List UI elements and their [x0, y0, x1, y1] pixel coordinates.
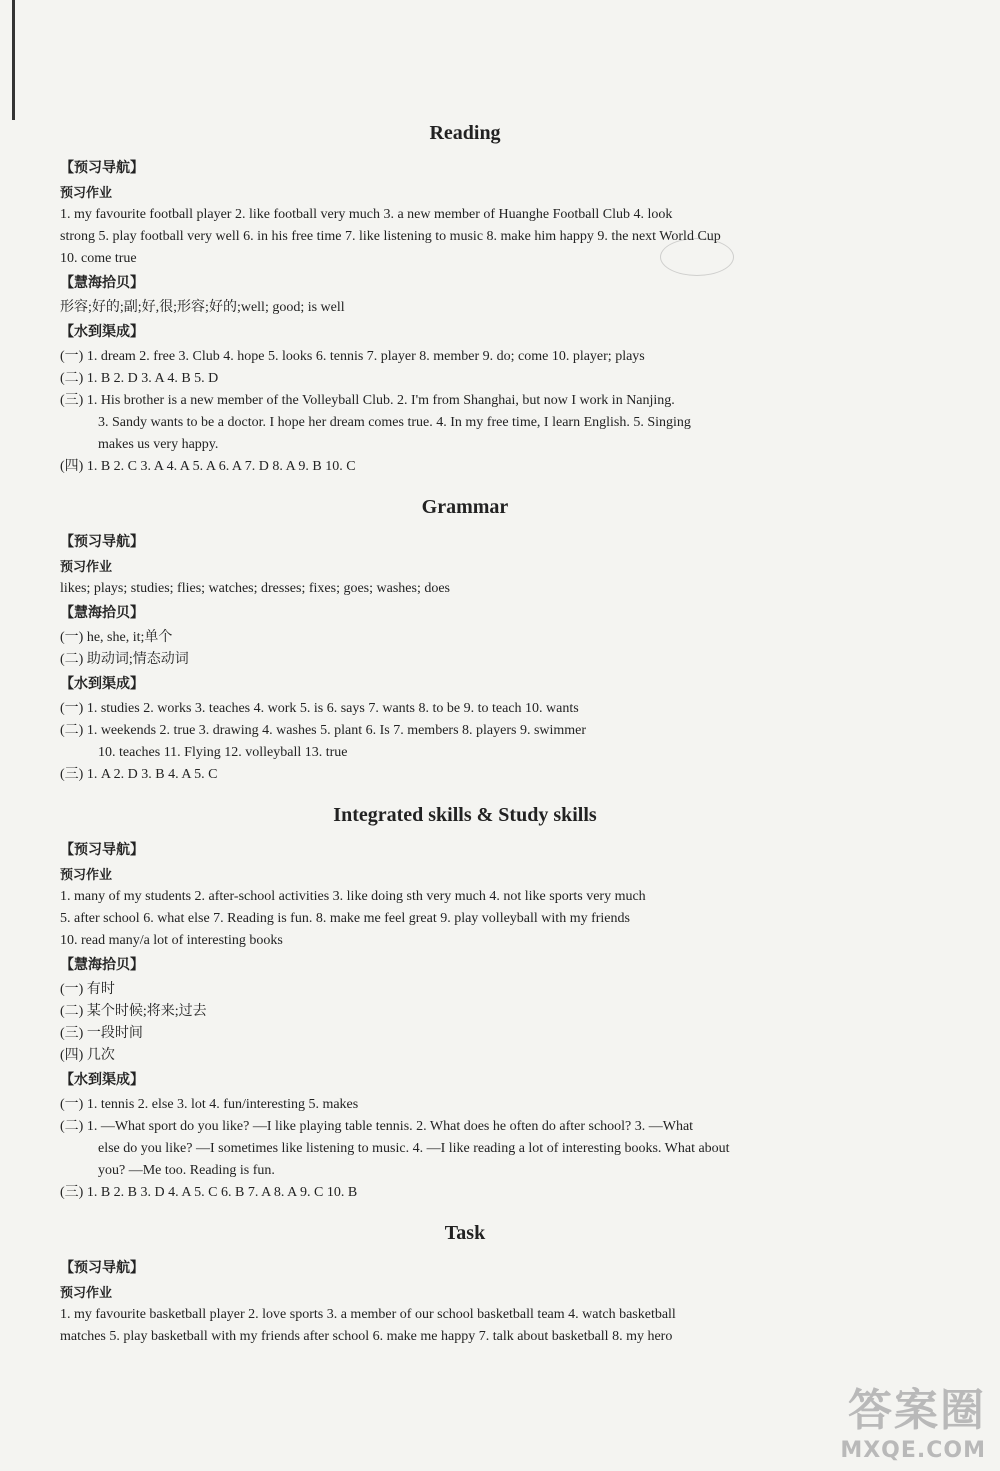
answer-line: (四) 1. B 2. C 3. A 4. A 5. A 6. A 7. D 8. A 9. B 10. C: [60, 459, 356, 474]
answer-line: 5. after school 6. what else 7. Reading is fun. 8. make me feel great 9. play volleyball with my friends: [60, 911, 630, 926]
answer-line: strong 5. play football very well 6. in his free time 7. like listening to music 8. make him happy 9. the next World Cup: [60, 229, 721, 244]
nav-header: 【预习导航】: [60, 842, 144, 858]
answer-line: (一) he, she, it;单个: [60, 630, 173, 645]
nav-header: 【预习导航】: [60, 534, 144, 550]
practice-header: 【水到渠成】: [60, 676, 144, 692]
section-title-task: Task: [444, 1222, 486, 1244]
homework-label: 预习作业: [60, 1286, 113, 1301]
answer-line: (二) 1. B 2. D 3. A 4. B 5. D: [60, 371, 219, 386]
shell-header: 【慧海拾贝】: [60, 275, 144, 291]
section-title-reading: Reading: [429, 122, 501, 144]
homework-label: 预习作业: [60, 868, 113, 883]
answer-line: (二) 1. —What sport do you like? —I like playing table tennis. 2. What does he often do after school? 3. —What: [60, 1119, 694, 1134]
answer-line: (一) 1. tennis 2. else 3. lot 4. fun/interesting 5. makes: [60, 1097, 359, 1112]
answer-line: (三) 1. His brother is a new member of the Volleyball Club. 2. I'm from Shanghai, but now I work in Nanjing.: [60, 393, 675, 408]
answer-line: (一) 1. studies 2. works 3. teaches 4. work 5. is 6. says 7. wants 8. to be 9. to teach 10. wants: [60, 701, 579, 716]
answer-page: [60, 118, 870, 1348]
nav-header: 【预习导航】: [60, 1260, 144, 1276]
shell-header: 【慧海拾贝】: [60, 957, 144, 973]
answer-line: (二) 1. weekends 2. true 3. drawing 4. washes 5. plant 6. Is 7. members 8. players 9. swimmer: [60, 723, 587, 738]
answer-line: (二) 助动词;情态动词: [60, 652, 189, 667]
answer-line: 1. my favourite football player 2. like football very much 3. a new member of Huanghe Football Club 4. look: [60, 207, 673, 222]
nav-header: 【预习导航】: [60, 160, 144, 176]
answer-line: (一) 有时: [60, 982, 115, 997]
answer-line: else do you like? —I sometimes like listening to music. 4. —I like reading a lot of interesting books. What about: [98, 1141, 730, 1156]
watermark: [840, 1374, 986, 1463]
page-edge-mark: [12, 0, 15, 120]
answer-line: (三) 1. B 2. B 3. D 4. A 5. C 6. B 7. A 8. A 9. C 10. B: [60, 1185, 358, 1200]
answer-line: (四) 几次: [60, 1048, 115, 1063]
practice-header: 【水到渠成】: [60, 324, 144, 340]
answer-line: (二) 某个时候;将来;过去: [60, 1004, 207, 1019]
section-title-integrated: Integrated skills & Study skills: [333, 804, 597, 826]
answer-line: makes us very happy.: [98, 437, 219, 452]
answer-line: you? —Me too. Reading is fun.: [98, 1163, 275, 1178]
answer-line: likes; plays; studies; flies; watches; dresses; fixes; goes; washes; does: [60, 581, 450, 596]
answer-line: 10. read many/a lot of interesting books: [60, 933, 283, 948]
answer-line: (三) 一段时间: [60, 1026, 143, 1041]
watermark-logo-text: 答案圈: [848, 1385, 986, 1436]
answer-line: 1. my favourite basketball player 2. love sports 3. a member of our school basketball team 4. watch basketball: [60, 1307, 676, 1322]
answer-line: 10. teaches 11. Flying 12. volleyball 13. true: [98, 745, 348, 760]
homework-label: 预习作业: [60, 186, 113, 201]
watermark-url: MXQE.COM: [840, 1438, 986, 1463]
section-title-grammar: Grammar: [421, 496, 509, 518]
shell-header: 【慧海拾贝】: [60, 605, 144, 621]
answer-line: 1. many of my students 2. after-school activities 3. like doing sth very much 4. not like sports very much: [60, 889, 646, 904]
answer-line: (三) 1. A 2. D 3. B 4. A 5. C: [60, 767, 218, 782]
practice-header: 【水到渠成】: [60, 1072, 144, 1088]
answer-line: 3. Sandy wants to be a doctor. I hope her dream comes true. 4. In my free time, I learn English. 5. Singing: [98, 415, 691, 430]
answer-line: 10. come true: [60, 251, 137, 266]
answer-line: (一) 1. dream 2. free 3. Club 4. hope 5. looks 6. tennis 7. player 8. member 9. do; come 10. player; plays: [60, 349, 645, 364]
answer-line: matches 5. play basketball with my friends after school 6. make me happy 7. talk about basketball 8. my hero: [60, 1329, 673, 1344]
homework-label: 预习作业: [60, 560, 113, 575]
answer-line: 形容;好的;副;好,很;形容;好的;well; good; is well: [60, 300, 345, 315]
